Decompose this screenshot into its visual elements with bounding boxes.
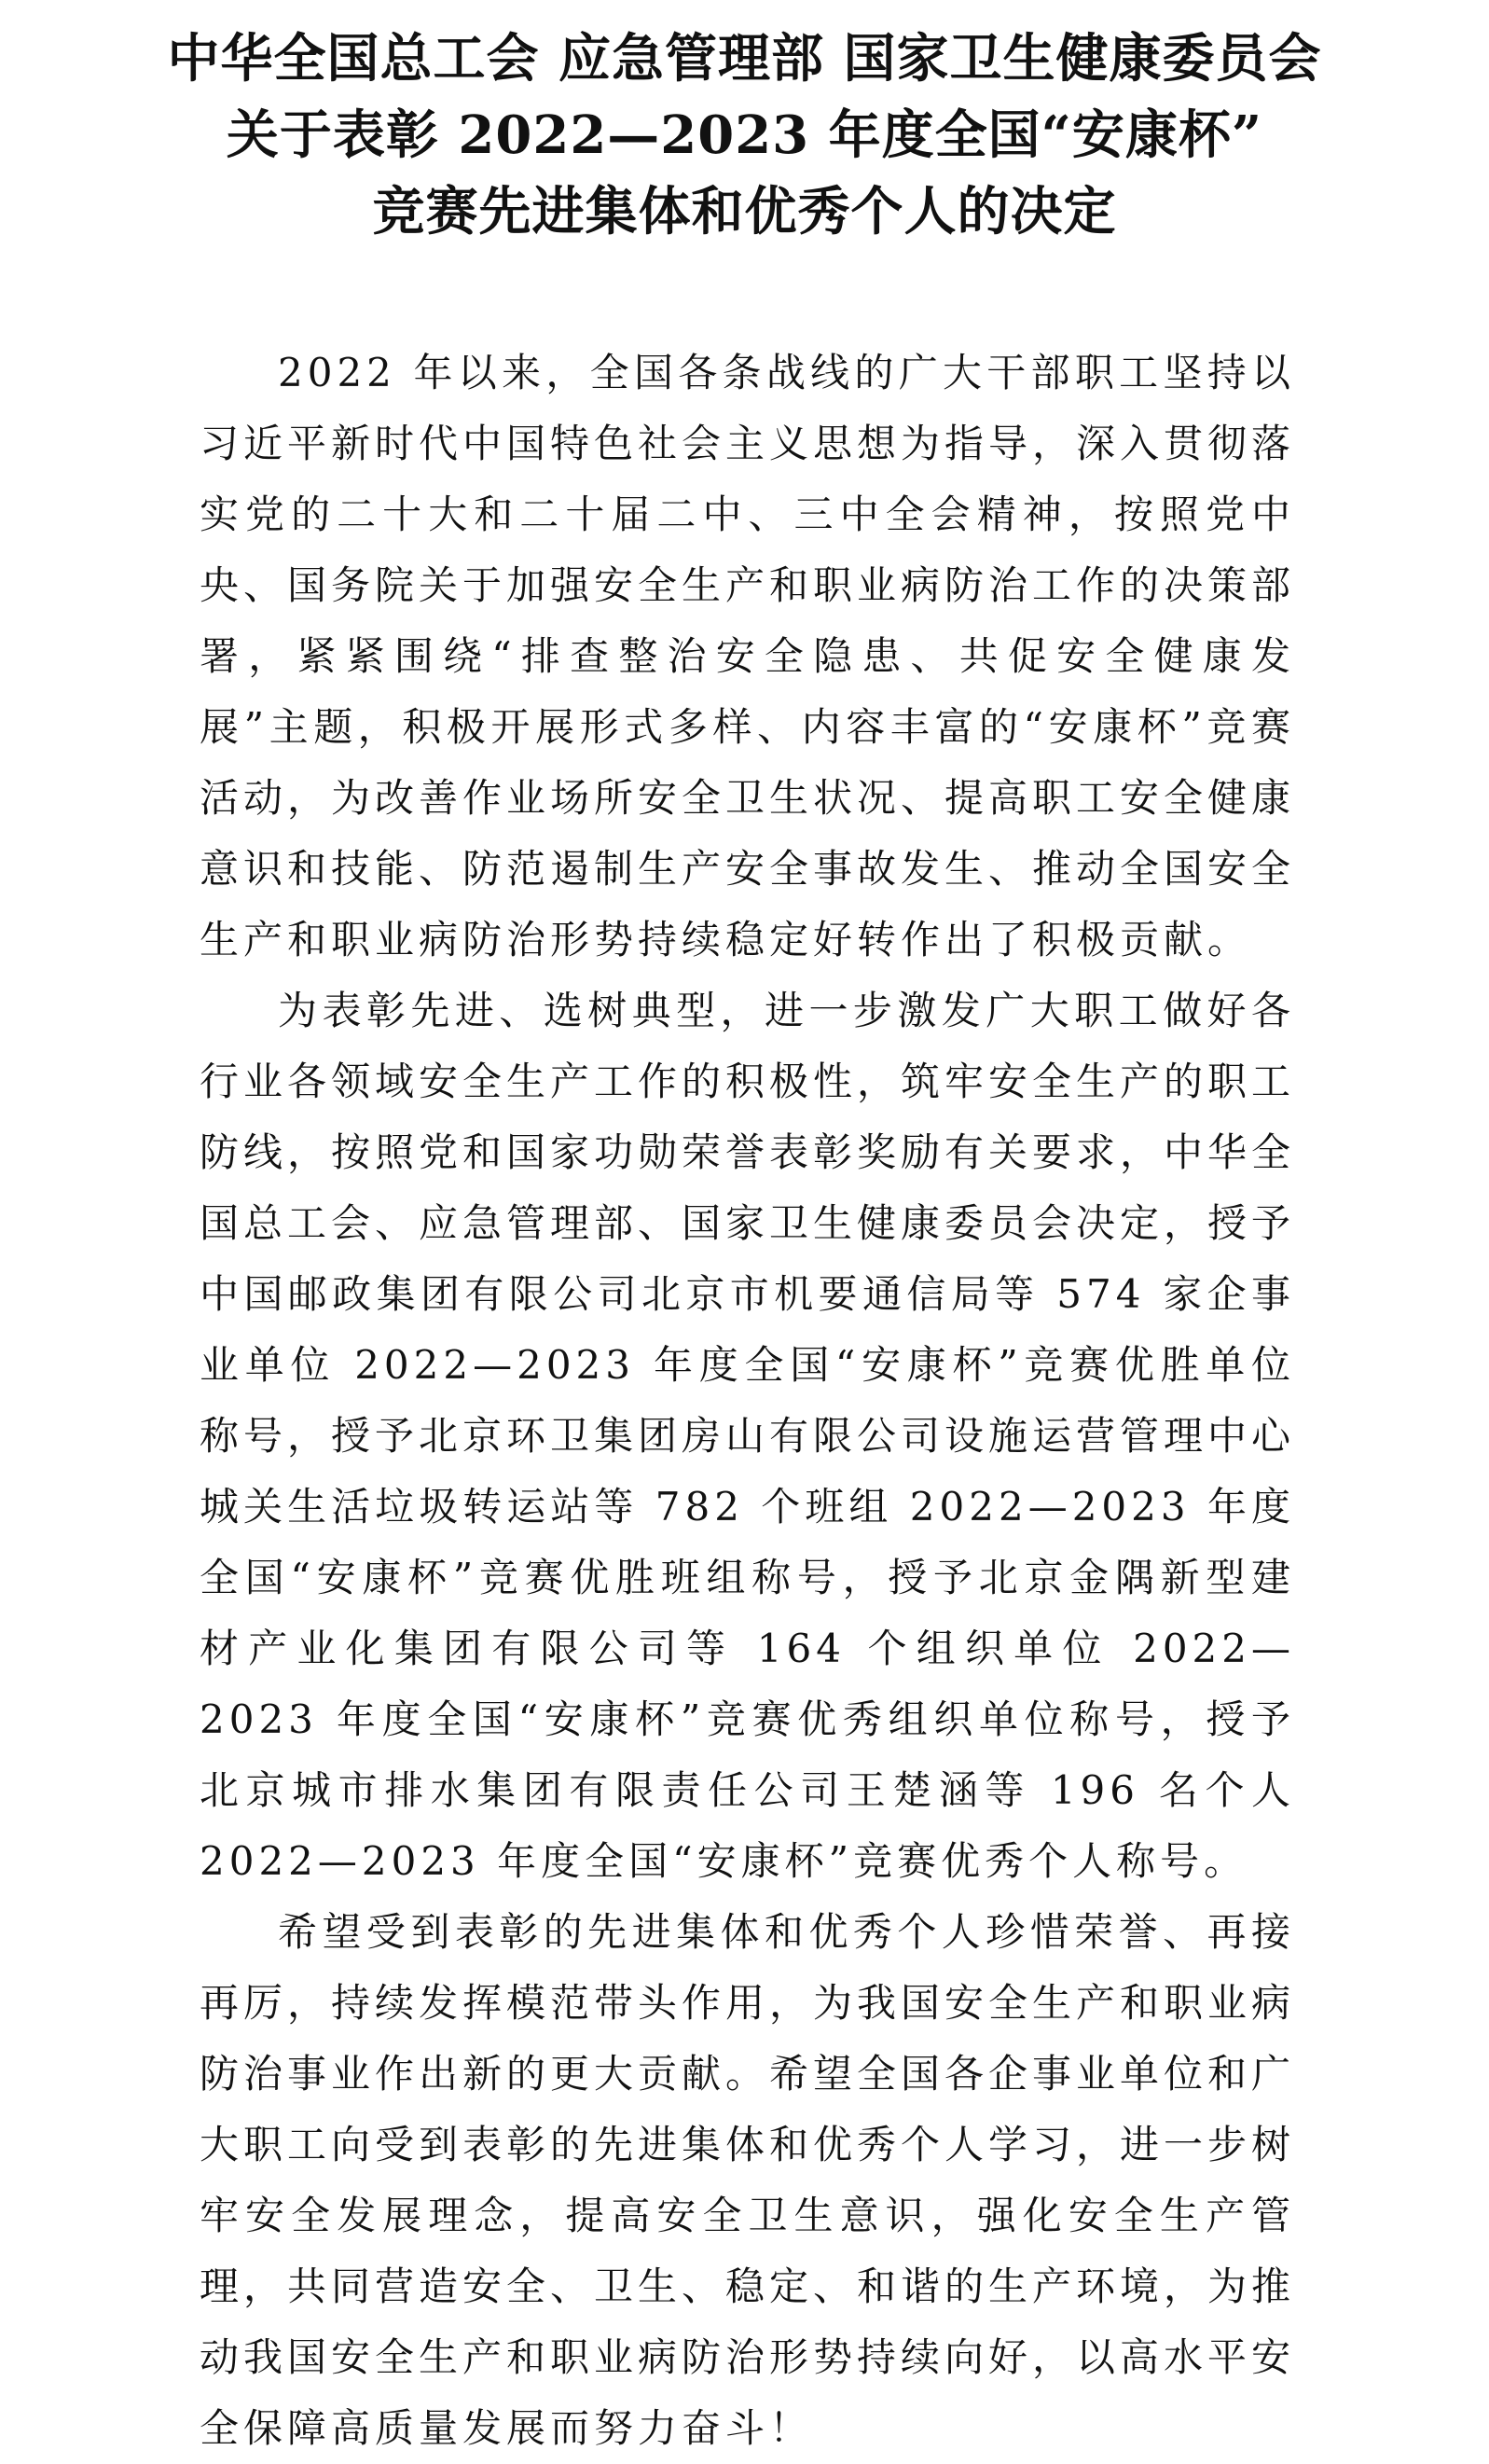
body-paragraph-expectations: 希望受到表彰的先进集体和优秀个人珍惜荣誉、再接再厉，持续发挥模范带头作用，为我国安全生产和职业病防治事业作出新的更大贡献。希望全国各企事业单位和广大职工向受到表彰的先进集体和优秀个人学习，进一步树牢安全发展理念，提高安全卫生意识，强化安全生产管理，共同营造安全、卫生、稳定、和谐的生产环境，为推动我国安全生产和职业病防治形势持续向好，以高水平安全保障高质量发展而努力奋斗！: [200, 1909, 1296, 2451]
body-paragraph-background: 2022 年以来，全国各条战线的广大干部职工坚持以习近平新时代中国特色社会主义思想为指导，深入贯彻落实党的二十大和二十届二中、三中全会精神，按照党中央、国务院关于加强安全生产和职业病防治工作的决策部署，紧紧围绕“排查整治安全隐患、共促安全健康发展”主题，积极开展形式多样、内容丰富的“安康杯”竞赛活动，为改善作业场所安全卫生状况、提高职工安全健康意识和技能、防范遏制生产安全事故发生、推动全国安全生产和职业病防治形势持续稳定好转作出了积极贡献。: [200, 350, 1296, 962]
body-paragraph-awards: 为表彰先进、选树典型，进一步激发广大职工做好各行业各领域安全生产工作的积极性，筑牢安全生产的职工防线，按照党和国家功勋荣誉表彰奖励有关要求，中华全国总工会、应急管理部、国家卫生健康委员会决定，授予中国邮政集团有限公司北京市机要通信局等 574 家企事业单位 2022—2023 年度全国“安康杯”竞赛优胜单位称号，授予北京环卫集团房山有限公司设施运营管理中心城关生活垃圾转运站等 782 个班组 2022—2023 年度全国“安康杯”竞赛优胜班组称号，授予北京金隅新型建材产业化集团有限公司等 164 个组织单位 2022—2023 年度全国“安康杯”竞赛优秀组织单位称号，授予北京城市排水集团有限责任公司王楚涵等 196 名个人 2022—2023 年度全国“安康杯”竞赛优秀个人称号。: [200, 988, 1296, 1884]
title-line-issuers: 中华全国总工会 应急管理部 国家卫生健康委员会: [167, 28, 1322, 90]
title-line-subject: 关于表彰 2022—2023 年度全国“安康杯”: [226, 104, 1263, 166]
document-title: [0, 21, 1489, 250]
document-body: [200, 338, 1295, 2464]
title-line-decision: 竞赛先进集体和优秀个人的决定: [372, 181, 1117, 242]
